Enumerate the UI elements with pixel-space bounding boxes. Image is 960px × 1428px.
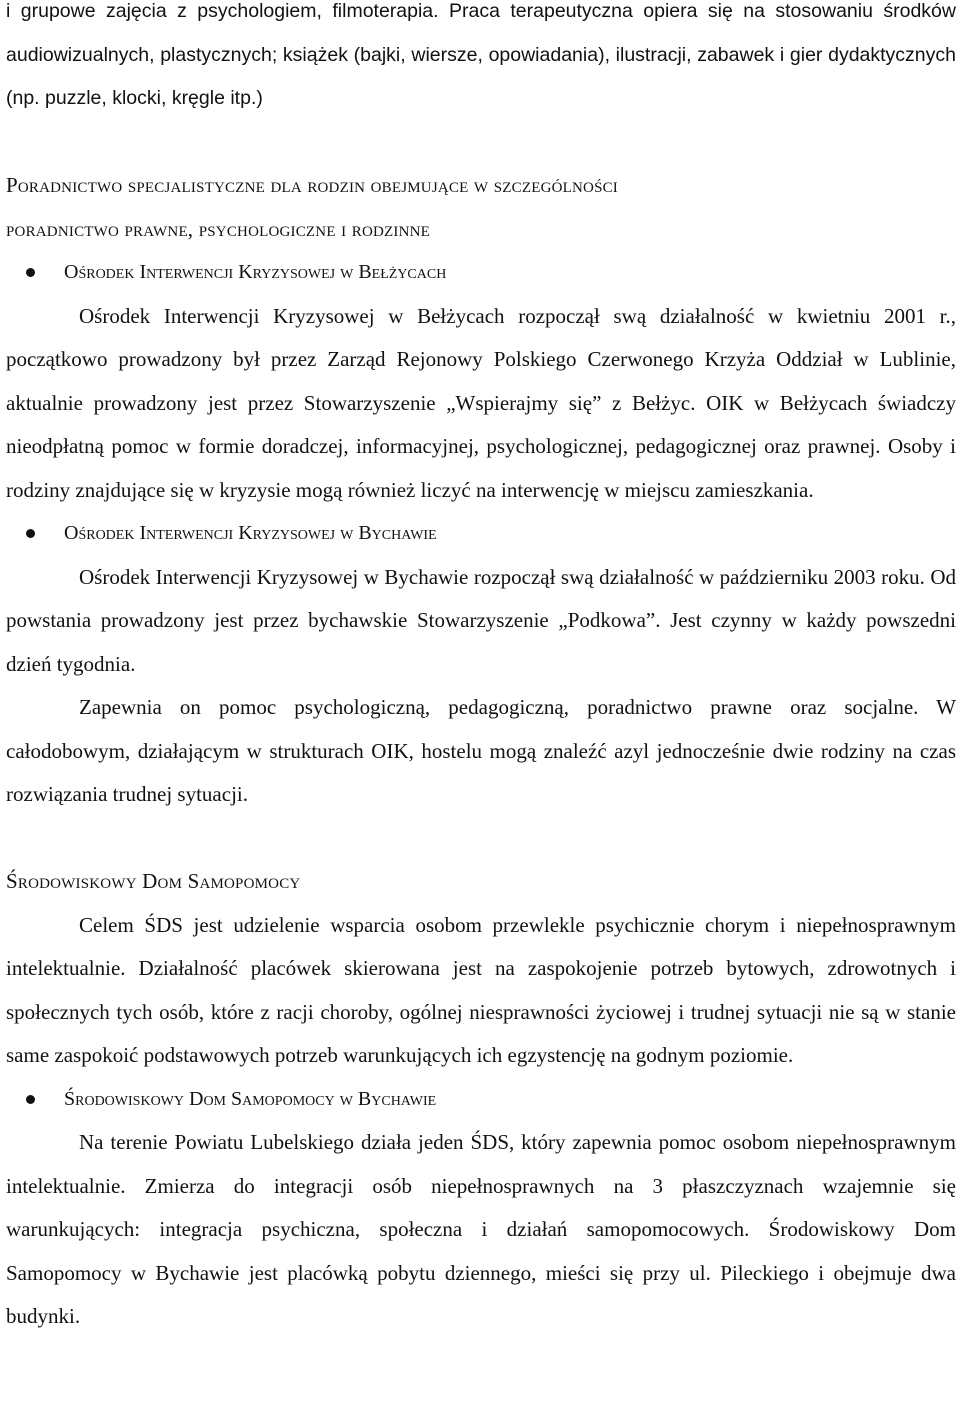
document-page bbox=[6, 0, 956, 1339]
oik-belzyce-paragraph: Ośrodek Interwencji Kryzysowej w Bełżycach rozpoczął swą działalność w kwietniu 2001 r., początkowo prowadzony był przez Zarząd Rejonowy Polskiego Czerwonego Krzyża Oddział w Lublinie, aktualnie prowadzony jest przez Stowarzyszenie „Wspierajmy się” z Bełżyc. OIK w Bełżycach świadczy nieodpłatną pomoc w formie doradczej, informacyjnej, psychologicznej, pedagogicznej oraz prawnej. Osoby i rodziny znajdujące się w kryzysie mogą również liczyć na interwencję w miejscu zamieszkania. bbox=[6, 303, 956, 502]
bullet-item-oik-belzyce bbox=[6, 251, 956, 295]
oik-bychawa-paragraph-2: Zapewnia on pomoc psychologiczną, pedagogiczną, poradnictwo prawne oraz socjalne. W całodobowym, działającym w strukturach OIK, hostelu mogą znaleźć azyl jednocześnie dwie rodziny na czas rozwiązania trudnej sytuacji. bbox=[6, 695, 956, 806]
spacer bbox=[6, 121, 956, 165]
bullet-icon bbox=[26, 268, 35, 277]
bullet-item-sds-bychawa bbox=[6, 1078, 956, 1122]
section-heading-poradnictwo-line2: poradnictwo prawne, psychologiczne i rodzinne bbox=[6, 216, 431, 241]
intro-paragraph: i grupowe zajęcia z psychologiem, filmoterapia. Praca terapeutyczna opiera się na stosowaniu środków audiowizualnych, plastycznych; książek (bajki, wiersze, opowiadania), ilustracji, zabawek i gier dydaktycznych (np. puzzle, klocki, kręgle itp.) bbox=[6, 0, 956, 109]
bullet-item-oik-bychawa bbox=[6, 512, 956, 556]
section-heading-sds: Środowiskowy Dom Samopomocy bbox=[6, 869, 301, 893]
oik-bychawa-paragraph-1: Ośrodek Interwencji Kryzysowej w Bychawie rozpoczął swą działalność w październiku 2003 roku. Od powstania prowadzony jest przez bychawskie Stowarzyszenie „Podkowa”. Jest czynny w każdy powszedni dzień tygodnia. bbox=[6, 564, 956, 676]
bullet-title: Środowiskowy Dom Samopomocy w Bychawie bbox=[64, 1087, 437, 1110]
bullet-icon bbox=[26, 1095, 35, 1104]
bullet-icon bbox=[26, 529, 35, 538]
sds-bychawa-paragraph: Na terenie Powiatu Lubelskiego działa jeden ŚDS, który zapewnia pomoc osobom niepełnosprawnym intelektualnie. Zmierza do integracji osób niepełnosprawnych na 3 płaszczyznach wzajemnie się warunkujących: integracja psychiczna, społeczna i działań samopomocowych. Środowiskowy Dom Samopomocy w Bychawie jest placówką pobytu dziennego, mieści się przy ul. Pileckiego i obejmuje dwa budynki. bbox=[6, 1130, 956, 1328]
sds-paragraph: Celem ŚDS jest udzielenie wsparcia osobom przewlekle psychicznie chorym i niepełnosprawnym intelektualnie. Działalność placówek skierowana jest na zaspokojenie potrzeb bytowych, zdrowotnych i społecznych tych osób, które z racji choroby, ogólnej niesprawności życiowej i trudnej sytuacji nie są w stanie same zaspokoić podstawowych potrzeb warunkujących ich egzystencję na godnym poziomie. bbox=[6, 912, 956, 1067]
bullet-title: Ośrodek Interwencji Kryzysowej w Bychawie bbox=[64, 522, 437, 544]
bullet-title: Ośrodek Interwencji Kryzysowej w Bełżycach bbox=[64, 261, 447, 283]
section-heading-poradnictwo-line1: Poradnictwo specjalistyczne dla rodzin obejmujące w szczególności bbox=[6, 173, 619, 197]
spacer bbox=[6, 817, 956, 861]
